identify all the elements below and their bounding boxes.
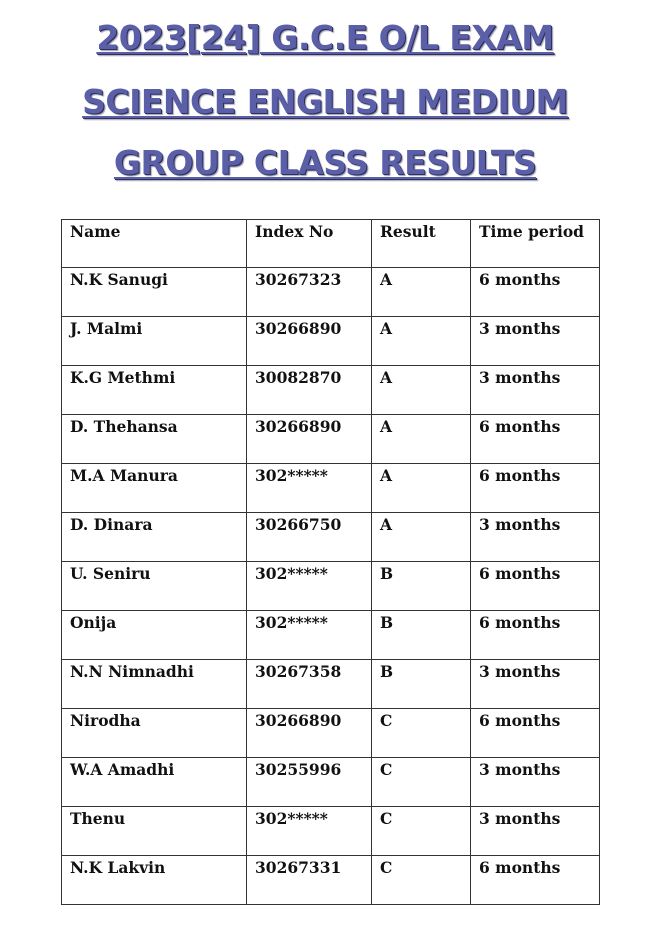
cell-index: 30267358	[247, 660, 372, 709]
cell-period: 6 months	[471, 464, 600, 513]
cell-index: 30266750	[247, 513, 372, 562]
cell-index: 30267331	[247, 856, 372, 905]
cell-index: 302*****	[247, 611, 372, 660]
cell-result: A	[372, 317, 471, 366]
table-row	[62, 758, 600, 807]
table-row	[62, 513, 600, 562]
title-line-subject: SCIENCE ENGLISH MEDIUM	[82, 82, 568, 121]
table-row	[62, 807, 600, 856]
header-time-period: Time period	[471, 220, 600, 268]
cell-index: 302*****	[247, 562, 372, 611]
cell-period: 6 months	[471, 562, 600, 611]
cell-result: A	[372, 366, 471, 415]
cell-period: 6 months	[471, 709, 600, 758]
table-row	[62, 611, 600, 660]
cell-index: 302*****	[247, 807, 372, 856]
cell-name: M.A Manura	[62, 464, 247, 513]
cell-result: A	[372, 415, 471, 464]
cell-index: 30267323	[247, 268, 372, 317]
cell-period: 3 months	[471, 513, 600, 562]
cell-result: C	[372, 709, 471, 758]
cell-result: A	[372, 513, 471, 562]
cell-name: K.G Methmi	[62, 366, 247, 415]
cell-result: C	[372, 807, 471, 856]
cell-index: 30082870	[247, 366, 372, 415]
cell-name: Nirodha	[62, 709, 247, 758]
cell-period: 6 months	[471, 268, 600, 317]
title-line-results: GROUP CLASS RESULTS	[113, 143, 537, 182]
cell-name: W.A Amadhi	[62, 758, 247, 807]
cell-period: 6 months	[471, 415, 600, 464]
cell-period: 6 months	[471, 856, 600, 905]
header-name: Name	[62, 220, 247, 268]
cell-period: 6 months	[471, 611, 600, 660]
cell-period: 3 months	[471, 758, 600, 807]
cell-index: 30255996	[247, 758, 372, 807]
cell-index: 30266890	[247, 317, 372, 366]
results-table	[61, 219, 600, 905]
table-row	[62, 709, 600, 758]
cell-name: N.K Lakvin	[62, 856, 247, 905]
table-row	[62, 464, 600, 513]
header-result: Result	[372, 220, 471, 268]
cell-name: N.N Nimnadhi	[62, 660, 247, 709]
cell-period: 3 months	[471, 807, 600, 856]
cell-result: B	[372, 562, 471, 611]
cell-index: 30266890	[247, 415, 372, 464]
header-index-no: Index No	[247, 220, 372, 268]
cell-result: B	[372, 611, 471, 660]
cell-name: J. Malmi	[62, 317, 247, 366]
table-row	[62, 415, 600, 464]
cell-result: C	[372, 856, 471, 905]
cell-period: 3 months	[471, 366, 600, 415]
cell-result: B	[372, 660, 471, 709]
cell-result: C	[372, 758, 471, 807]
cell-period: 3 months	[471, 317, 600, 366]
title-line-exam: 2023[24] G.C.E O/L EXAM	[96, 18, 554, 57]
cell-name: Thenu	[62, 807, 247, 856]
table-row	[62, 268, 600, 317]
table-row	[62, 856, 600, 905]
cell-period: 3 months	[471, 660, 600, 709]
table-row	[62, 366, 600, 415]
table-row	[62, 317, 600, 366]
cell-index: 30266890	[247, 709, 372, 758]
cell-name: Onija	[62, 611, 247, 660]
cell-name: D. Dinara	[62, 513, 247, 562]
cell-result: A	[372, 464, 471, 513]
cell-name: U. Seniru	[62, 562, 247, 611]
table-row	[62, 562, 600, 611]
cell-name: N.K Sanugi	[62, 268, 247, 317]
cell-result: A	[372, 268, 471, 317]
cell-index: 302*****	[247, 464, 372, 513]
table-header-row	[62, 220, 600, 268]
cell-name: D. Thehansa	[62, 415, 247, 464]
table-row	[62, 660, 600, 709]
